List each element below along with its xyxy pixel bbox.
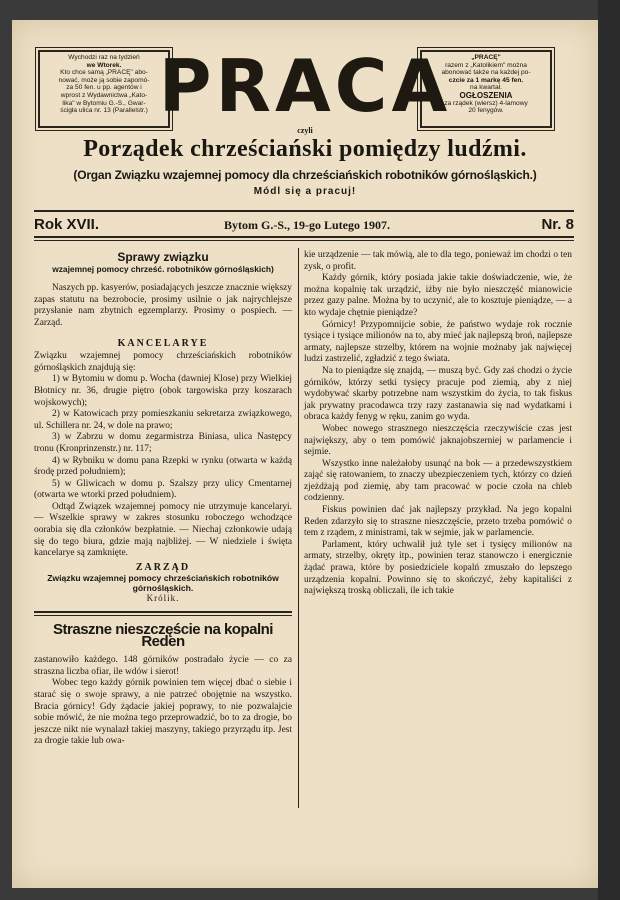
section-subtitle: wzajemnej pomocy chrześć. robotników górnośląskich) [52,263,274,274]
paragraph: Fiskus powinien dać jak najlepszy przykład. Na jego kopalni Reden zdarzyło się to straszne nieszczęście, przeto trzeba pomówić o tem z rządem, z ministrami, tak w sejmie, jak w parlamencie. [304,505,572,539]
masthead-rule [34,210,574,212]
newspaper-title: PRACA [158,44,452,128]
place-date: Bytom G.-S., 19-go Lutego 1907. [224,218,390,232]
info-line: za rządek (wiersz) 4-lamowy [444,99,528,107]
info-line: na kwartał. [470,84,502,92]
paragraph: 4) w Rybniku w domu pana Rzepki w rynku (otwarta w każdą środę przed południem); [34,455,292,478]
organization-name: Związku wzajemnej pomocy chrześciańskich robotników górnośląskich. [47,573,279,594]
paragraph: zastanowiło każdego. 148 górników postradało życie — co za straszna liczba ofiar, ile wdów i sierot! [34,655,292,677]
issue-number: Nr. 8 [541,216,574,233]
offices-heading: KANCELARYE [117,337,209,349]
info-line: 20 fenygów. [468,107,504,115]
paragraph: 3) w Zabrzu w domu zegarmistrza Biniasa, ulica Następcy tronu (Kronprinzenstr.) nr. 117; [34,432,292,454]
info-line: nować, może ją sobie zapomó- [58,76,150,84]
info-line: lika" w Bytomiu G.-S., Gwar- [62,99,146,107]
paragraph: Wobec nowego strasznego nieszczęścia rzeczywiście czas jest największy, aby o tem pomówić jaknajobszerniej w parlamencie i sejmie. [304,423,572,458]
paragraph: Parlament, który uchwalił już tyle set i tysięcy milionów na armaty, strzelby, okręty itp., powinien teraz stanowczo i energicznie żądać prawa, które by posiedziciele kopalń zmuszało do lepszego urządzenia kopalni. Powinno się to skończyć, żeby kapitaliści z największą troską obliczali, ile ich takie [304,539,572,597]
info-line: czcie za 1 markę 45 fen. [448,76,524,84]
article-headline: Straszne nieszczęście na kopalni Reden [53,621,273,650]
paragraph: Wszystko inne należałoby usunąć na bok — a przedewszystkiem zająć się ratowaniem, to znaczy ubezpieczeniem tych, którzy co dzień zjeżdżają pod ziemię, aby tam pracować w pocie czoła na chleb codzienny. [304,458,572,504]
info-line: OGŁOSZENIA [459,90,513,100]
info-line: Kto chce samą „PRACĘ" abo- [60,69,148,77]
dateline-rule [34,236,574,238]
slogan: Módl się a pracuj! [253,186,357,197]
paragraph: 2) w Katowicach przy pomieszkaniu sekretarza związkowego, ul. Schillera nr. 24, w dole na prawo; [34,409,292,431]
dateline-rule-thin [34,240,574,241]
newspaper-motto: Porządek chrześciański pomiędzy ludźmi. [83,136,527,162]
info-line: we Wtorek. [86,61,122,69]
paragraph: Odtąd Związek wzajemnej pomocy nie utrzymuje kancelaryi. — Wszelkie sprawy w zakres stosunku roboczego wchodzące oorabia się dla członków bezpłatnie. — Niechaj członkowie udają się do tego biura, gdzie mają najbliżej. — W niedziele i święta kancelarye są zamknięte. [34,501,292,559]
info-line: Wychodzi raz na tydzień [68,54,140,61]
paragraph: Wobec tego każdy górnik powinien tem więcej dbać o siebie i starać się o swoje sprawy, a nie patrzeć obojętnie na wszystko. Bracia górnicy! Gdy żądacie jakiej poprawy, to nie pozwalajcie sobie mówić, że nie można tego przeprowadzić, bo to za drogie, bo jeszcze nikt nie wynalazł takiej maszyny, takiego przyrządu itp. Jest za drogie takie lub owa- [34,678,292,747]
volume-label: Rok XVII. [34,216,100,233]
left-column [34,250,292,748]
info-line: ścigła ulica nr. 13 (Parallelstr.) [60,107,148,115]
info-line: razem z „Katolikiem" można [445,61,527,69]
paragraph: Związku wzajemnej pomocy chrześciańskich robotników górnośląskich znajdują się: [34,351,292,373]
title-connector: czyli [297,126,313,135]
dateline [34,216,574,234]
signature: Królik. [146,593,180,604]
column-divider [298,248,299,808]
paragraph: kie urządzenie — tak mówią, ale to dla tego, ponieważ im chodzi o ten zysk, o profit. [304,250,572,272]
board-heading: ZARZĄD [135,561,191,573]
info-line: abonować także na każdej po- [441,69,531,77]
paragraph: 1) w Bytomiu w domu p. Wocha (dawniej Klose) przy Wielkiej Błotnicy nr. 36, drugie piętro (obok targowiska przy koszarach wojskowych); [34,374,292,408]
newspaper-page [12,20,598,888]
section-rule-thin [34,615,292,616]
info-line: wprost z Wydawnictwa „Kato- [60,91,148,99]
paragraph: Każdy górnik, który posiada jakie takie doświadczenie, wie, że można kopalnię tak urządzić, iżby nie było nieszczęść mianowicie przez gazy palne. Można by to uczynić, ale to kosztuje pieniądze, — a kto wydaje chętnie pieniądze? [304,273,572,318]
info-line: „PRACĘ" [471,54,501,61]
scan-border [598,0,620,900]
right-column [304,250,572,598]
paragraph: Naszych pp. kasyerów, posiadających jeszcze znacznie większy zapas statutu na bezrobocie, prosimy usilnie o jak najrychlejsze przysłanie nam zbytnich egzemplarzy. Prosimy o pospiech. — Zarząd. [34,283,292,328]
paragraph: 5) w Gliwicach w domu p. Szalszy przy ulicy Cmentarnej (otwarta we wtorki przed południem). [34,478,292,501]
info-line: za 50 fen. u pp. agentów i [66,84,142,92]
organ-subtitle: (Organ Związku wzajemnej pomocy dla chrześciańskich robotników górnośląskich.) [73,168,537,182]
paragraph: Na to pieniądze się znajdą, — muszą być. Gdy zaś chodzi o życie górników, którzy setki tysięcy pracuje pod ziemią, aby z niej wydobywać skarby potrzebne nam wszystkim do życia, to tak fiskus jak prywatny pracodawca trzy razy zastanawia się nad wydatkami i obraca każdy fenyg w ręku, zanim go wyda. [304,365,572,423]
paragraph: Górnicy! Przypomnijcie sobie, że państwo wydaje rok rocznie tysiące i tysiące milionów na to, aby mieć jak najlepszą broń, najlepsze armaty, najlepsze strzelby, którem na wojnie możnaby jak najwięcej ludzi zastrzelić, zgładzić z tego świata. [304,319,572,365]
section-title: Sprawy związku [117,250,209,264]
section-rule [34,611,292,613]
